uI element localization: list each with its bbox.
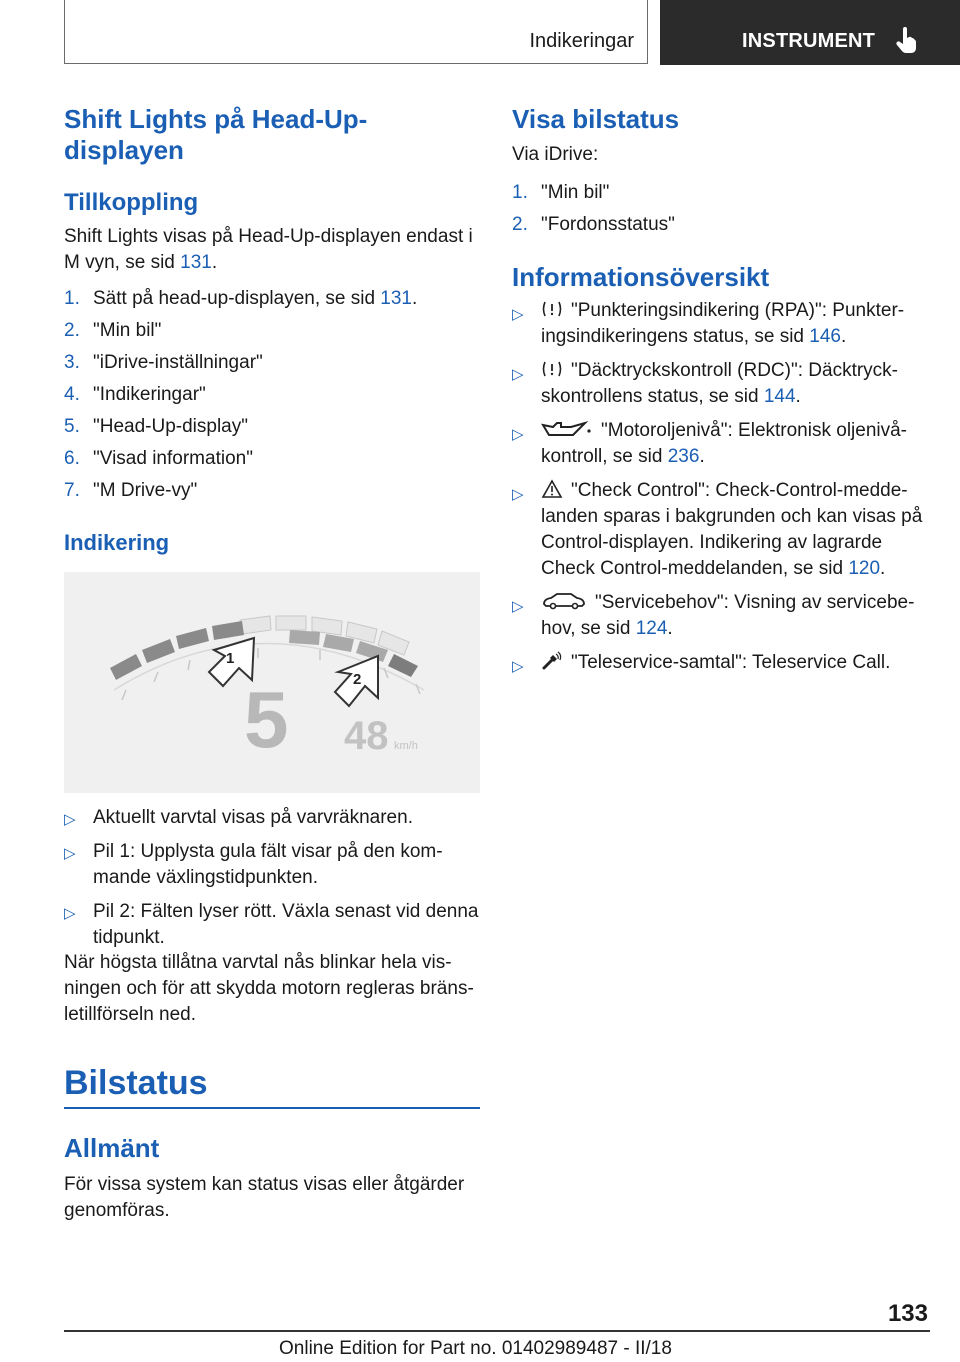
heading-indikering: Indikering	[64, 530, 170, 555]
list-item: ▷ "Teleservice-samtal": Teleservice Call.	[512, 650, 932, 676]
page-number: 133	[887, 1300, 928, 1327]
bullet-triangle-icon: ▷	[512, 486, 524, 503]
footer-edition: Online Edition for Part no. 01402989487 - II/18	[279, 1338, 672, 1359]
indikering-paragraph: När högsta tillåtna varvtal nås blinkar hela vis- ningen och för att skydda motorn regleras bräns- letillförseln ned.	[64, 952, 474, 1025]
list-item: 4. "Indikeringar"	[64, 384, 206, 405]
oil-can-icon	[541, 419, 593, 439]
heading-tillkoppling: Tillkoppling	[64, 189, 199, 216]
heading-informationsoversikt: Informationsöversikt	[512, 262, 770, 292]
indikering-bullets	[64, 805, 484, 959]
list-item: ▷ Aktuellt varvtal visas på varvräknaren.	[64, 805, 484, 831]
tire-pressure-icon	[541, 360, 563, 378]
list-item: 1. Sätt på head-up-displayen, se sid 131.	[64, 288, 418, 309]
bullet-triangle-icon: ▷	[64, 845, 76, 862]
arrow-2-icon	[335, 656, 378, 706]
list-item: ▷ Pil 2: Fälten lyser rött. Växla senast vid denna tidpunkt.	[64, 901, 479, 948]
speed-unit: km/h	[394, 740, 418, 752]
list-item: 2. "Min bil"	[64, 320, 162, 341]
visa-steps	[512, 180, 932, 244]
car-service-icon	[541, 591, 587, 611]
page-link[interactable]: 236	[667, 446, 700, 467]
page-link[interactable]: 146	[809, 326, 841, 347]
list-item: ▷ "Servicebehov": Visning av servicebe- hov, se sid 124.	[512, 592, 915, 639]
tire-pressure-icon	[541, 300, 563, 318]
list-item: 7. "M Drive-vy"	[64, 480, 198, 501]
arrow-1-label: 1	[226, 650, 235, 667]
page-link[interactable]: 131	[180, 252, 212, 273]
page-link[interactable]: 144	[763, 386, 796, 407]
bullet-triangle-icon: ▷	[512, 658, 524, 675]
list-item: ▷ Pil 1: Upplysta gula fält visar på den kom- mande växlingstidpunkten.	[64, 841, 443, 888]
page-link[interactable]: 120	[848, 558, 881, 579]
heading-allmant: Allmänt	[64, 1133, 160, 1163]
tachometer-illustration	[64, 572, 480, 793]
wrench-call-icon	[541, 651, 563, 671]
heading-rule	[64, 1107, 480, 1109]
bullet-triangle-icon: ▷	[64, 811, 76, 828]
page-link[interactable]: 131	[380, 288, 412, 309]
bullet-triangle-icon: ▷	[512, 598, 524, 615]
bullet-triangle-icon: ▷	[512, 306, 524, 323]
section-title-shift-lights: Shift Lights på Head-Up- displayen	[64, 104, 368, 165]
page-link[interactable]: 124	[635, 618, 668, 639]
chapter-heading-bilstatus: Bilstatus	[64, 1064, 208, 1102]
visa-intro: Via iDrive:	[512, 144, 599, 165]
warning-triangle-icon	[541, 479, 563, 499]
shift-lights-figure	[64, 572, 480, 793]
pointing-hand-icon	[893, 26, 921, 54]
header-section-title: Indikeringar	[529, 30, 634, 52]
list-item: ▷ "Check Control": Check-Control-medde- landen sparas i bakgrunden och kan visas på Control-displayen. Indikering av lagrarde Check Control-meddelanden, se sid 120.	[512, 480, 923, 579]
footer-rule	[64, 1330, 930, 1332]
list-item: ▷ "Däcktryckskontroll (RDC)": Däcktryck- skontrollens status, se sid 144.	[512, 360, 899, 407]
list-item: 1. "Min bil"	[512, 182, 610, 203]
arrow-2-label: 2	[353, 671, 362, 688]
speed-display: 48	[344, 714, 389, 758]
heading-visa-bilstatus: Visa bilstatus	[512, 104, 680, 134]
allmant-paragraph: För vissa system kan status visas eller åtgärder genomföras.	[64, 1174, 465, 1221]
list-item: 6. "Visad information"	[64, 448, 253, 469]
gear-display: 5	[244, 675, 289, 764]
list-item: ▷ "Punkteringsindikering (RPA)": Punkter- ingsindikeringens status, se sid 146.	[512, 300, 905, 347]
list-item: ▷ "Motoroljenivå": Elektronisk oljenivå- kontroll, se sid 236.	[512, 420, 908, 467]
list-item: 3. "iDrive-inställningar"	[64, 352, 263, 373]
bullet-triangle-icon: ▷	[512, 366, 524, 383]
info-list	[512, 298, 932, 684]
tillkoppling-paragraph: Shift Lights visas på Head-Up-displayen endast i M vyn, se sid 131.	[64, 226, 473, 273]
header-chapter-label: INSTRUMENT	[742, 30, 876, 52]
list-item: 5. "Head-Up-display"	[64, 416, 248, 437]
bullet-triangle-icon: ▷	[64, 905, 76, 922]
list-item: 2. "Fordonsstatus"	[512, 214, 675, 235]
bullet-triangle-icon: ▷	[512, 426, 524, 443]
tillkoppling-steps	[64, 286, 484, 510]
